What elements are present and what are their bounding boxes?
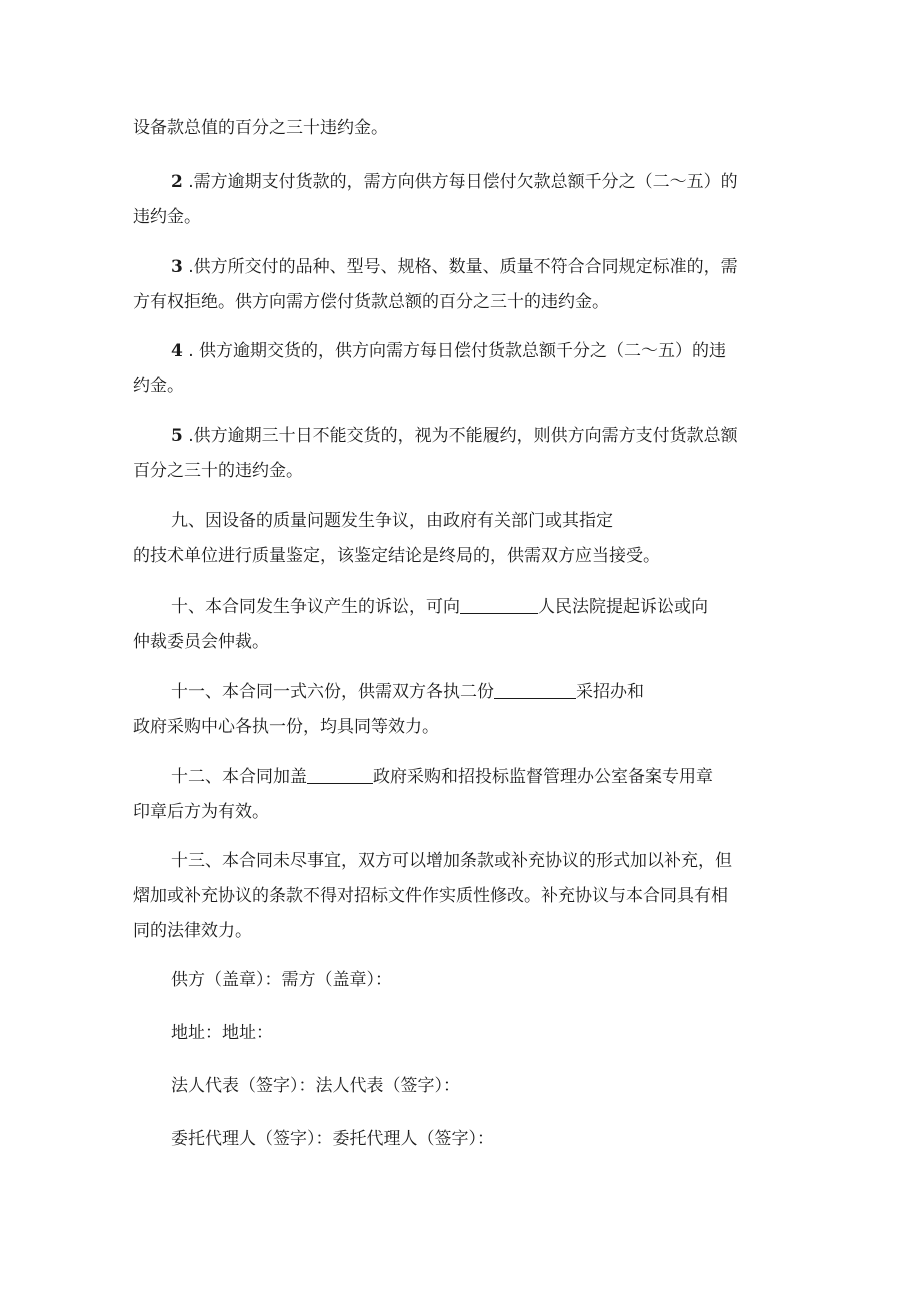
text-line: 政府采购中心各执一份，均具同等效力。 [133, 717, 439, 737]
clause-10 [133, 590, 793, 660]
text-line: 设备款总值的百分之三十违约金。 [133, 118, 388, 138]
clause-text: 十、本合同发生争议产生的诉讼，可向 [171, 597, 460, 617]
clause-8-3 [133, 250, 793, 320]
signature-text: 法人代表（签字）：法人代表（签字）： [171, 1076, 460, 1096]
clause-text: .需方逾期支付货款的，需方向供方每日偿付欠款总额千分之（二～五）的 [182, 172, 738, 192]
clause-text: 政府采购和招投标监督管理办公室备案专用章 [373, 767, 713, 787]
clause-text: 采招办和 [576, 682, 644, 702]
text-line [133, 590, 793, 625]
signature-address-line [133, 1016, 793, 1051]
clause-text: 十一、本合同一式六份，供需双方各执二份 [171, 682, 494, 702]
office-blank[interactable] [494, 680, 576, 699]
text-line [133, 334, 793, 369]
clause-text: 十二、本合同加盖 [171, 767, 307, 787]
clause-text: .供方逾期三十日不能交货的，视为不能履约，则供方向需方支付货款总额 [182, 426, 738, 446]
signature-seal-line [133, 963, 793, 998]
clause-9 [133, 504, 793, 574]
text-line: 方有权拒绝。供方向需方偿付货款总额的百分之三十的违约金。 [133, 292, 609, 312]
text-line: 违约金。 [133, 207, 201, 227]
signature-agent-line [133, 1122, 793, 1157]
text-line: 仲裁委员会仲裁。 [133, 632, 269, 652]
text-line: 的技术单位进行质量鉴定，该鉴定结论是终局的，供需双方应当接受。 [133, 546, 660, 566]
text-line: 十三、本合同未尽事宜，双方可以增加条款或补充协议的形式加以补充，但 [171, 851, 732, 871]
text-line: 九、因设备的质量问题发生争议，由政府有关部门或其指定 [171, 511, 613, 531]
text-line: 百分之三十的违约金。 [133, 461, 303, 481]
text-line [133, 675, 793, 710]
signature-text: 委托代理人（签字）：委托代理人（签字）： [171, 1129, 494, 1149]
clause-text: .供方所交付的品种、型号、规格、数量、质量不符合合同规定标准的，需 [182, 257, 738, 277]
clause-text: 人民法院提起诉讼或向 [538, 597, 708, 617]
clause-text: . 供方逾期交货的，供方向需方每日偿付货款总额千分之（二～五）的违 [182, 341, 727, 361]
seal-blank[interactable] [307, 765, 373, 784]
clause-12 [133, 760, 793, 830]
clause-8-5 [133, 419, 793, 489]
signature-text: 供方（盖章）：需方（盖章）： [171, 970, 392, 990]
clause-11 [133, 675, 793, 745]
text-line: 约金。 [133, 376, 184, 396]
text-line: 同的法律效力。 [133, 921, 252, 941]
item-number: 5 [171, 426, 183, 446]
text-line: 熠加或补充协议的条款不得对招标文件作实质性修改。补充协议与本合同具有相 [133, 886, 728, 906]
text-line [133, 419, 793, 454]
text-line [133, 165, 793, 200]
text-line [133, 250, 793, 285]
text-line: 印章后方为有效。 [133, 802, 269, 822]
signature-text: 地址：地址： [171, 1023, 273, 1043]
item-number: 3 [171, 257, 183, 277]
item-number: 4 [171, 341, 183, 361]
text-line [133, 760, 793, 795]
clause-8-2 [133, 165, 793, 235]
clause-intro [133, 111, 793, 146]
signature-legal-rep-line [133, 1069, 793, 1104]
clause-8-4 [133, 334, 793, 404]
court-blank[interactable] [460, 595, 538, 614]
item-number: 2 [171, 172, 183, 192]
clause-13 [133, 844, 793, 949]
